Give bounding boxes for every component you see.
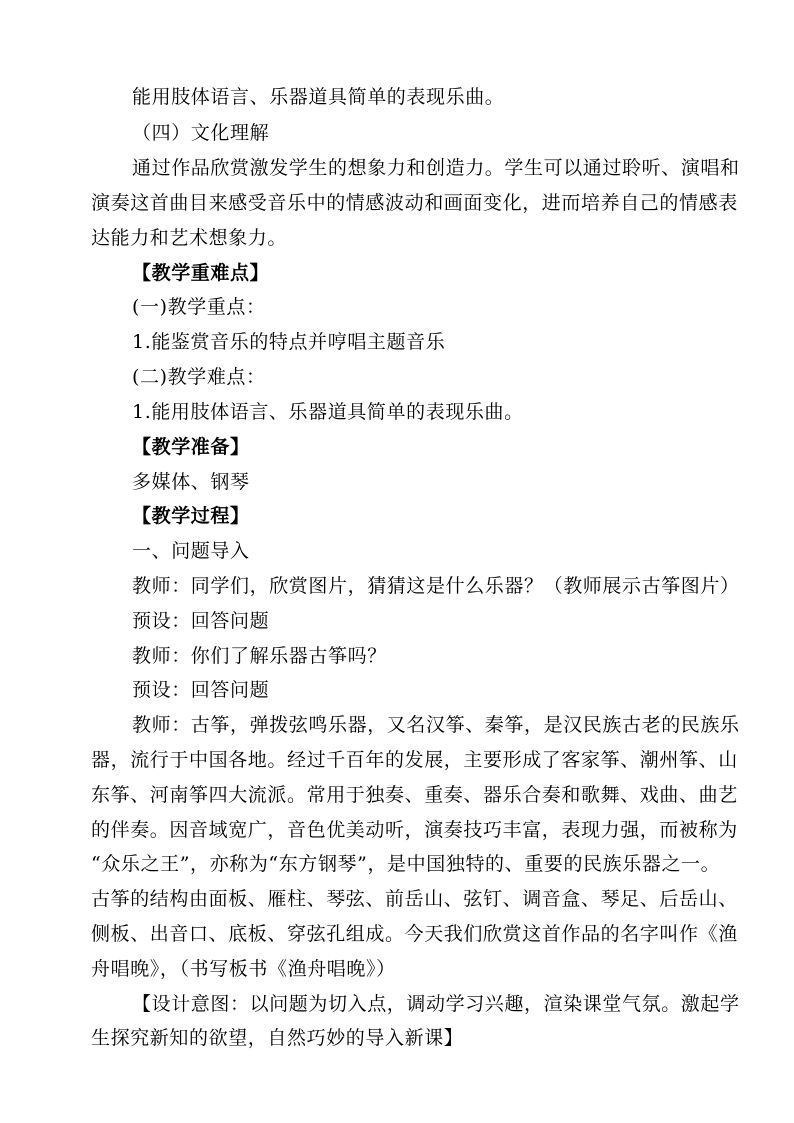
dialogue-line: 预设：回答问题 [132,610,270,632]
paragraph-line: 教师：古筝，弹拨弦鸣乐器，又名汉筝、秦筝，是汉民族古老的民族乐 [132,714,740,736]
paragraph-line: 通过作品欣赏激发学生的想象力和创造力。学生可以通过聆听、演唱和 [132,157,740,179]
section-subtitle-cultural-understanding: （四）文化理解 [132,122,270,144]
paragraph-line: 的伴奏。因音域宽广，音色优美动听，演奏技巧丰富，表现力强，而被称为 [91,819,738,841]
paragraph-line: 达能力和艺术想象力。 [91,227,288,249]
paragraph-line: 东筝、河南筝四大流派。常用于独奏、重奏、器乐合奏和歌舞、戏曲、曲艺 [91,784,738,806]
paragraph-line: 古筝的结构由面板、雁柱、琴弦、前岳山、弦钉、调音盒、琴足、后岳山、 [91,888,738,910]
paragraph-line: 舟唱晚》，（书写板书《渔舟唱晚》） [91,958,396,980]
paragraph-line: 能用肢体语言、乐器道具简单的表现乐曲。 [132,86,505,108]
design-intent-line: 【设计意图：以问题为切入点，调动学习兴趣，渲染课堂气氛。激起学 [132,993,740,1015]
dialogue-line: 教师：同学们，欣赏图片，猜猜这是什么乐器？（教师展示古筝图片） [132,575,740,597]
list-item: 1.能用肢体语言、乐器道具简单的表现乐曲。 [132,401,524,423]
subheading-problem-introduction: 一、问题导入 [132,540,250,562]
paragraph-line: 侧板、出音口、底板、穿弦孔组成。今天我们欣赏这首作品的名字叫作《渔 [91,923,738,945]
list-item: 1.能鉴赏音乐的特点并哼唱主题音乐 [132,331,446,353]
design-intent-line: 生探究新知的欲望，自然巧妙的导入新课】 [91,1027,464,1049]
paragraph-line: 多媒体、钢琴 [132,471,250,493]
heading-teaching-key-difficult-points: 【教学重难点】 [132,262,270,284]
dialogue-line: 预设：回答问题 [132,679,270,701]
heading-teaching-preparation: 【教学准备】 [132,436,250,458]
subheading-key-points: (一)教学重点： [132,296,266,318]
heading-teaching-process: 【教学过程】 [132,505,250,527]
subheading-difficult-points: (二)教学难点： [132,366,266,388]
paragraph-line: 演奏这首曲目来感受音乐中的情感波动和画面变化，进而培养自己的情感表 [91,192,738,214]
paragraph-line: 器，流行于中国各地。经过千百年的发展，主要形成了客家筝、潮州筝、山 [91,749,738,771]
dialogue-line: 教师：你们了解乐器古筝吗？ [132,645,387,667]
paragraph-line: “众乐之王”，亦称为“东方钢琴”，是中国独特的、重要的民族乐器之一。 [91,853,721,875]
